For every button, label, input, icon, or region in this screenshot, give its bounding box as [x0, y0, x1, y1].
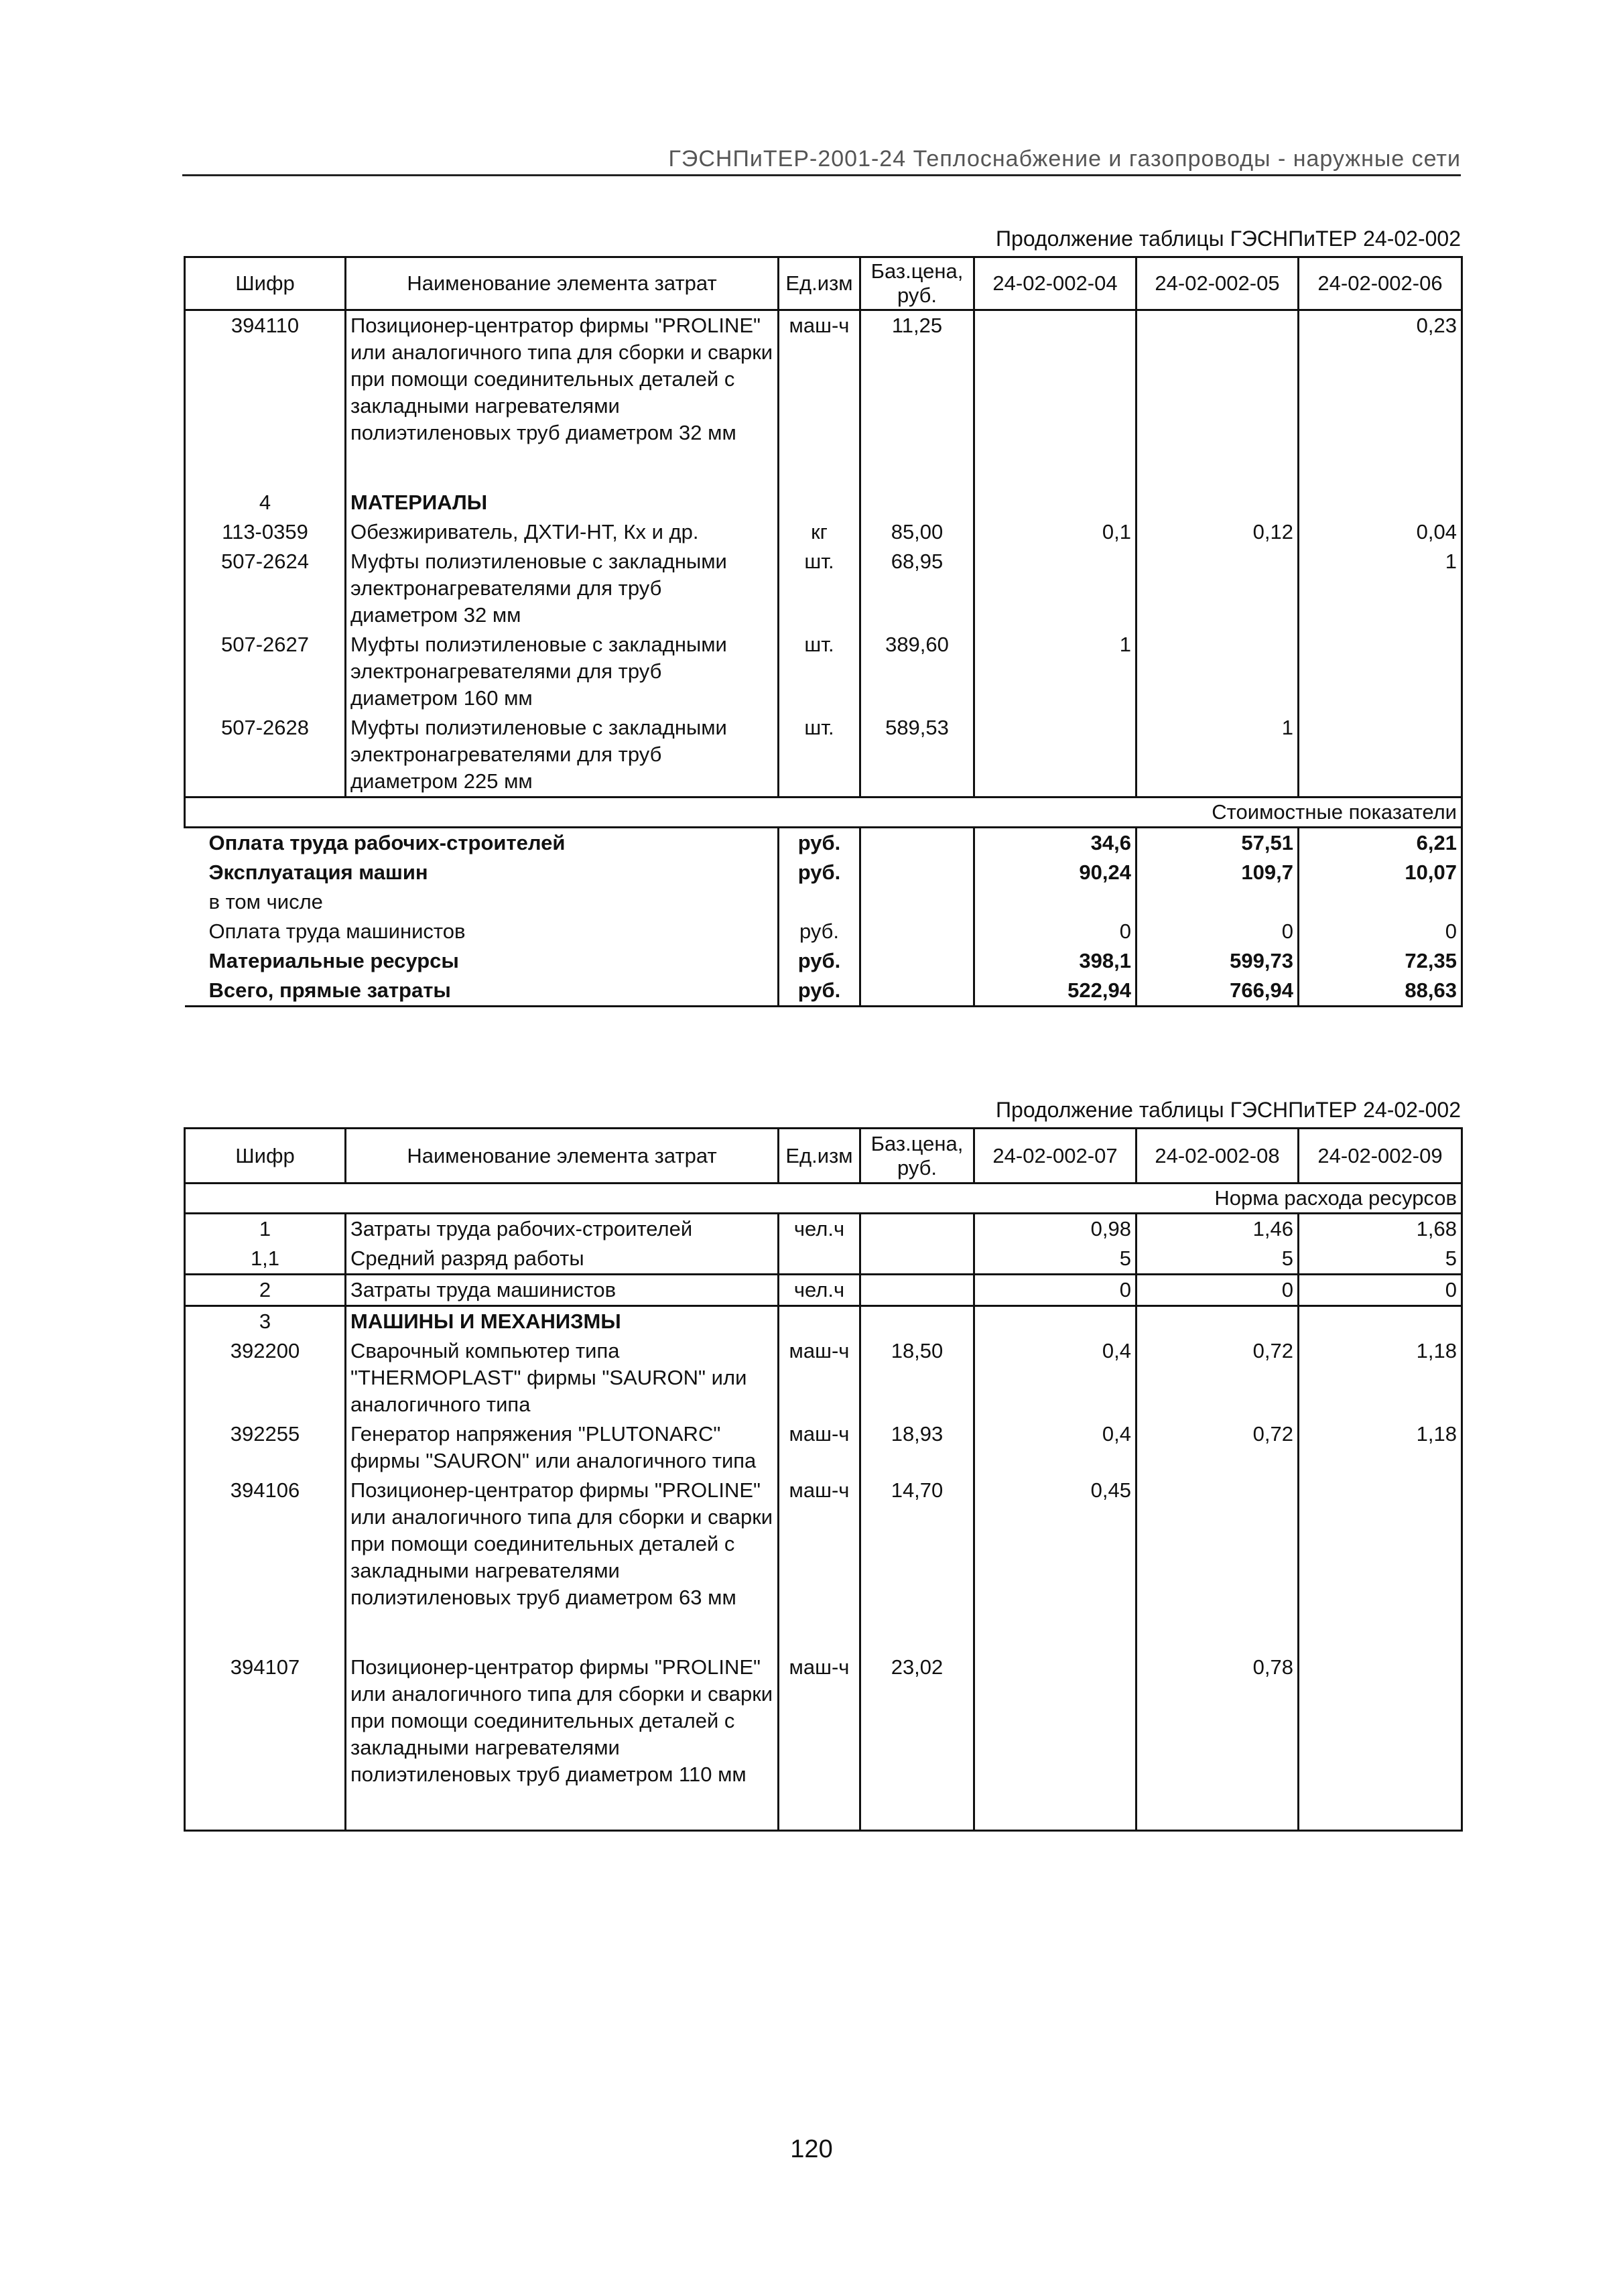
unit-cell: маш-ч	[779, 1336, 860, 1419]
unit-cell: руб.	[779, 946, 860, 976]
price-cell: 85,00	[860, 517, 974, 547]
price-cell: 589,53	[860, 713, 974, 798]
unit-cell: чел.ч	[779, 1214, 860, 1245]
value-cell: 34,6	[974, 828, 1137, 858]
price-cell: 11,25	[860, 310, 974, 448]
header-col1: 24-02-002-07	[974, 1129, 1137, 1184]
cost-name: Материальные ресурсы	[208, 949, 459, 972]
code-cell: 392200	[185, 1336, 346, 1419]
value-cell: 0,78	[1137, 1653, 1299, 1789]
value-cell: 1	[1299, 547, 1462, 630]
value-cell: 522,94	[974, 976, 1137, 1007]
header-col2: 24-02-002-05	[1137, 257, 1299, 310]
code-cell: 3	[185, 1306, 346, 1337]
table1-caption: Продолжение таблицы ГЭСНПиТЕР 24-02-002	[996, 227, 1461, 251]
value-cell: 0,23	[1299, 310, 1462, 448]
header-col3: 24-02-002-06	[1299, 257, 1462, 310]
running-title: ГЭСНПиТЕР-2001-24 Теплоснабжение и газопроводы - наружные сети	[668, 146, 1461, 172]
value-cell: 1,18	[1299, 1419, 1462, 1476]
code-cell: 507-2624	[185, 547, 346, 630]
table-row	[185, 1214, 1462, 1245]
unit-cell: маш-ч	[779, 1653, 860, 1789]
code-cell: 113-0359	[185, 517, 346, 547]
value-cell: 1,68	[1299, 1214, 1462, 1245]
code-cell: 394107	[185, 1653, 346, 1789]
unit-cell: руб.	[779, 976, 860, 1007]
value-cell	[974, 310, 1137, 448]
cost-row	[185, 946, 1462, 976]
value-cell: 6,21	[1299, 828, 1462, 858]
cost-name: Оплата труда рабочих-строителей	[208, 831, 566, 854]
table-row	[185, 713, 1462, 798]
band-row	[185, 798, 1462, 828]
value-cell: 1	[974, 630, 1137, 713]
value-cell	[1299, 630, 1462, 713]
name-cell: Муфты полиэтиленовые с закладными электронагревателями для труб диаметром 225 мм	[346, 713, 779, 798]
header-code: Шифр	[185, 257, 346, 310]
table2-caption: Продолжение таблицы ГЭСНПиТЕР 24-02-002	[996, 1098, 1461, 1122]
unit-cell: маш-ч	[779, 310, 860, 448]
value-cell: 0	[1137, 1275, 1299, 1306]
table-row	[185, 630, 1462, 713]
name-cell: Позиционер-центратор фирмы "PROLINE" или аналогичного типа для сборки и сварки при помощи соединительных деталей с закладными нагревателями полиэтиленовых труб диаметром 32 мм	[346, 310, 779, 448]
value-cell: 1,18	[1299, 1336, 1462, 1419]
table1-header-row	[185, 257, 1462, 310]
header-price: Баз.цена, руб.	[860, 1129, 974, 1184]
price-cell: 18,93	[860, 1419, 974, 1476]
value-cell: 0,72	[1137, 1419, 1299, 1476]
cost-row	[185, 858, 1462, 887]
cost-row	[185, 887, 1462, 917]
cost-row	[185, 976, 1462, 1007]
cost-name: в том числе	[208, 890, 323, 913]
code-cell: 1,1	[185, 1244, 346, 1275]
cost-indicators-band: Стоимостные показатели	[185, 798, 1462, 828]
name-cell: Позиционер-центратор фирмы "PROLINE" или аналогичного типа для сборки и сварки при помощи соединительных деталей с закладными нагревателями полиэтиленовых труб диаметром 110 мм	[346, 1653, 779, 1789]
price-cell: 18,50	[860, 1336, 974, 1419]
spacer-row	[185, 1612, 1462, 1653]
unit-cell: маш-ч	[779, 1476, 860, 1612]
unit-cell	[779, 1244, 860, 1275]
table2	[184, 1127, 1463, 1832]
value-cell: 57,51	[1137, 828, 1299, 858]
value-cell: 90,24	[974, 858, 1137, 887]
section-title: МАШИНЫ И МЕХАНИЗМЫ	[346, 1306, 779, 1337]
band-row	[185, 1184, 1462, 1214]
value-cell: 0,12	[1137, 517, 1299, 547]
value-cell	[1299, 1476, 1462, 1612]
value-cell: 398,1	[974, 946, 1137, 976]
code-cell: 392255	[185, 1419, 346, 1476]
unit-cell: кг	[779, 517, 860, 547]
unit-cell: руб.	[779, 917, 860, 946]
value-cell: 0,04	[1299, 517, 1462, 547]
price-cell	[860, 1214, 974, 1245]
value-cell: 766,94	[1137, 976, 1299, 1007]
value-cell	[1299, 713, 1462, 798]
name-cell: Позиционер-центратор фирмы "PROLINE" или аналогичного типа для сборки и сварки при помощи соединительных деталей с закладными нагревателями полиэтиленовых труб диаметром 63 мм	[346, 1476, 779, 1612]
value-cell: 0,45	[974, 1476, 1137, 1612]
header-col3: 24-02-002-09	[1299, 1129, 1462, 1184]
price-cell	[860, 1244, 974, 1275]
section-title: МАТЕРИАЛЫ	[346, 488, 779, 517]
unit-cell: шт.	[779, 547, 860, 630]
header-unit: Ед.изм	[779, 257, 860, 310]
name-cell: Обезжириватель, ДХТИ-НТ, Кх и др.	[346, 517, 779, 547]
running-header	[182, 143, 1461, 176]
unit-cell: руб.	[779, 858, 860, 887]
value-cell	[974, 713, 1137, 798]
value-cell: 0	[974, 917, 1137, 946]
header-col1: 24-02-002-04	[974, 257, 1137, 310]
value-cell: 0	[1299, 1275, 1462, 1306]
price-cell: 68,95	[860, 547, 974, 630]
table-row	[185, 310, 1462, 448]
name-cell: Сварочный компьютер типа "THERMOPLAST" фирмы "SAURON" или аналогичного типа	[346, 1336, 779, 1419]
value-cell: 72,35	[1299, 946, 1462, 976]
price-cell: 389,60	[860, 630, 974, 713]
name-cell: Средний разряд работы	[346, 1244, 779, 1275]
value-cell	[1299, 1653, 1462, 1789]
value-cell: 0,4	[974, 1419, 1137, 1476]
value-cell	[1137, 1476, 1299, 1612]
value-cell: 1,46	[1137, 1214, 1299, 1245]
table-row	[185, 1476, 1462, 1612]
value-cell: 88,63	[1299, 976, 1462, 1007]
name-cell: Муфты полиэтиленовые с закладными электронагревателями для труб диаметром 160 мм	[346, 630, 779, 713]
code-cell: 507-2627	[185, 630, 346, 713]
cost-row	[185, 828, 1462, 858]
value-cell	[1137, 310, 1299, 448]
header-unit: Ед.изм	[779, 1129, 860, 1184]
unit-cell: шт.	[779, 630, 860, 713]
value-cell	[974, 547, 1137, 630]
table-row	[185, 517, 1462, 547]
header-code: Шифр	[185, 1129, 346, 1184]
page-number: 120	[790, 2135, 833, 2163]
cost-name: Эксплуатация машин	[208, 860, 428, 884]
table-row	[185, 1336, 1462, 1419]
code-cell: 394110	[185, 310, 346, 448]
unit-cell: маш-ч	[779, 1419, 860, 1476]
code-cell: 507-2628	[185, 713, 346, 798]
value-cell: 599,73	[1137, 946, 1299, 976]
section-row	[185, 488, 1462, 517]
value-cell	[1137, 547, 1299, 630]
name-cell: Муфты полиэтиленовые с закладными электронагревателями для труб диаметром 32 мм	[346, 547, 779, 630]
price-cell: 23,02	[860, 1653, 974, 1789]
table-row	[185, 547, 1462, 630]
price-cell	[860, 1275, 974, 1306]
value-cell	[974, 1653, 1137, 1789]
spacer-row	[185, 448, 1462, 488]
name-cell: Затраты труда машинистов	[346, 1275, 779, 1306]
header-price: Баз.цена, руб.	[860, 257, 974, 310]
section-row	[185, 1306, 1462, 1337]
value-cell: 5	[1137, 1244, 1299, 1275]
value-cell: 0,4	[974, 1336, 1137, 1419]
header-name: Наименование элемента затрат	[346, 257, 779, 310]
unit-cell: шт.	[779, 713, 860, 798]
header-name: Наименование элемента затрат	[346, 1129, 779, 1184]
value-cell: 1	[1137, 713, 1299, 798]
value-cell: 5	[1299, 1244, 1462, 1275]
name-cell: Генератор напряжения "PLUTONARC" фирмы "SAURON" или аналогичного типа	[346, 1419, 779, 1476]
unit-cell: чел.ч	[779, 1275, 860, 1306]
cost-row	[185, 917, 1462, 946]
code-cell: 1	[185, 1214, 346, 1245]
cost-name: Оплата труда машинистов	[208, 919, 466, 943]
value-cell	[1137, 630, 1299, 713]
value-cell: 0,98	[974, 1214, 1137, 1245]
value-cell: 0	[1137, 917, 1299, 946]
value-cell: 0	[974, 1275, 1137, 1306]
spacer-row	[185, 1789, 1462, 1831]
price-cell: 14,70	[860, 1476, 974, 1612]
table-row	[185, 1419, 1462, 1476]
code-cell: 4	[185, 488, 346, 517]
unit-cell: руб.	[779, 828, 860, 858]
value-cell: 0	[1299, 917, 1462, 946]
table-row	[185, 1244, 1462, 1275]
table2-header-row	[185, 1129, 1462, 1184]
table1	[184, 256, 1463, 1007]
value-cell: 5	[974, 1244, 1137, 1275]
table-row	[185, 1275, 1462, 1306]
resource-norm-band: Норма расхода ресурсов	[185, 1184, 1462, 1214]
value-cell: 0,72	[1137, 1336, 1299, 1419]
header-col2: 24-02-002-08	[1137, 1129, 1299, 1184]
value-cell: 0,1	[974, 517, 1137, 547]
code-cell: 394106	[185, 1476, 346, 1612]
code-cell: 2	[185, 1275, 346, 1306]
value-cell: 109,7	[1137, 858, 1299, 887]
name-cell: Затраты труда рабочих-строителей	[346, 1214, 779, 1245]
value-cell: 10,07	[1299, 858, 1462, 887]
table-row	[185, 1653, 1462, 1789]
cost-name: Всего, прямые затраты	[185, 976, 779, 1007]
